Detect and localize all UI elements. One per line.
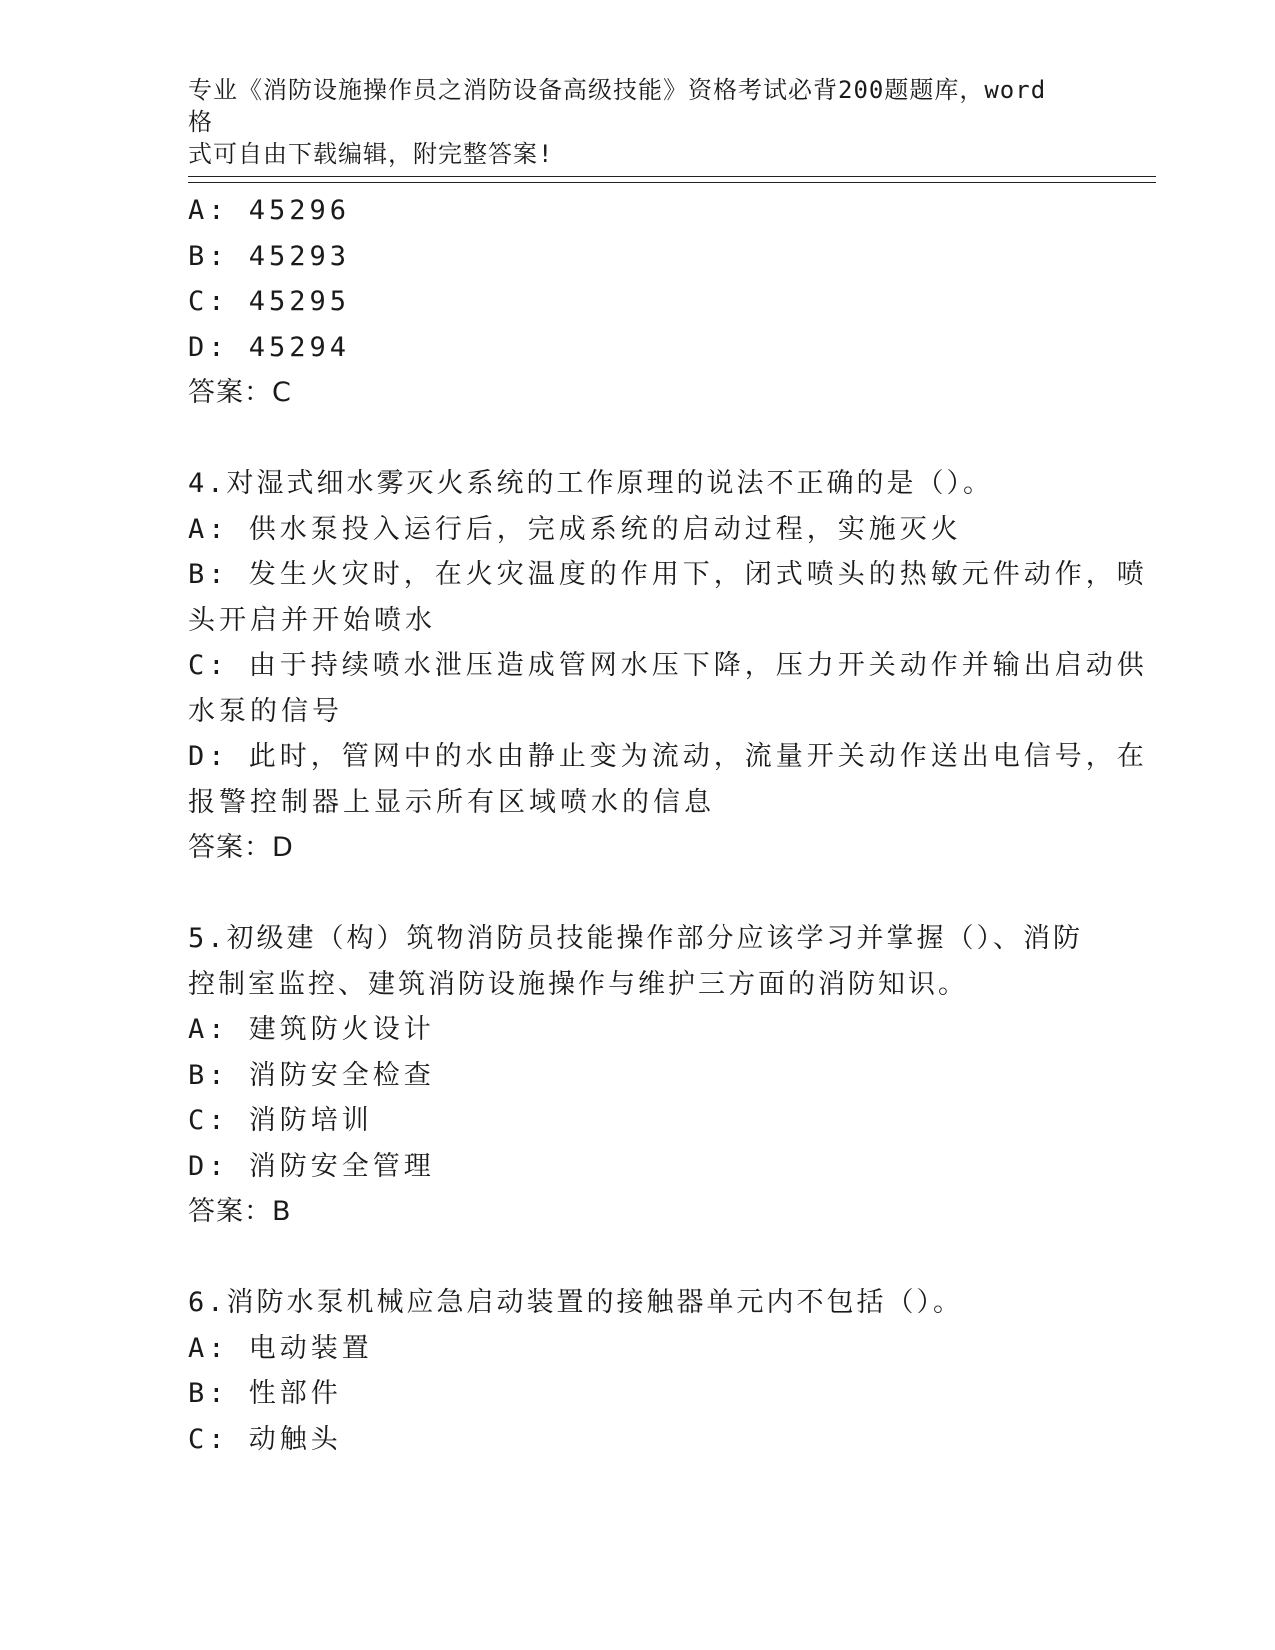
option-a: A: 45296: [188, 195, 351, 226]
answer: 答案：D: [188, 832, 294, 863]
option-a: A: 电动装置: [188, 1332, 373, 1364]
question-text: 5.初级建（构）筑物消防员技能操作部分应该学习并掌握（）、消防: [188, 923, 1084, 954]
spacer: [188, 1235, 1088, 1281]
question-text-continued: 控制室监控、建筑消防设施操作与维护三方面的消防知识。: [188, 968, 968, 1000]
spacer: [188, 871, 1088, 917]
option-b: B: 性部件: [188, 1378, 342, 1409]
option-b-continued: 头开启并开始喷水: [188, 604, 436, 636]
option-b: B: 消防安全检查: [188, 1059, 435, 1091]
option-b: B: 发生火灾时，在火灾温度的作用下，闭式喷头的热敏元件动作，喷: [188, 559, 1148, 590]
question-list: [188, 188, 1148, 1462]
question-3: [188, 188, 1088, 416]
answer: 答案：B: [188, 1196, 292, 1227]
option-c: C: 45295: [188, 286, 351, 317]
question-text: 6.消防水泵机械应急启动装置的接触器单元内不包括（）。: [188, 1287, 964, 1318]
option-d: D: 消防安全管理: [188, 1150, 435, 1182]
header-divider-bottom: [188, 182, 1156, 183]
option-d: D: 此时，管网中的水由静止变为流动，流量开关动作送出电信号，在: [188, 741, 1148, 772]
header-line-1: 专业《消防设施操作员之消防设备高级技能》资格考试必背200题题库，word格: [188, 76, 1047, 136]
option-c: C: 动触头: [188, 1423, 342, 1455]
header-line-2: 式可自由下载编辑，附完整答案!: [188, 140, 554, 168]
option-d-continued: 报警控制器上显示所有区域喷水的信息: [188, 786, 715, 818]
option-c: C: 由于持续喷水泄压造成管网水压下降，压力开关动作并输出启动供: [188, 650, 1148, 681]
question-6: [188, 1280, 1088, 1462]
option-d: D: 45294: [188, 331, 351, 363]
option-b: B: 45293: [188, 240, 351, 272]
header-divider-top: [188, 176, 1156, 177]
option-a: A: 建筑防火设计: [188, 1014, 435, 1045]
answer: 答案：C: [188, 377, 292, 408]
option-c-continued: 水泵的信号: [188, 695, 343, 727]
question-4: [188, 461, 1148, 871]
question-text: 4.对湿式细水雾灭火系统的工作原理的说法不正确的是（）。: [188, 468, 994, 499]
option-a: A: 供水泵投入运行后，完成系统的启动过程，实施灭火: [188, 513, 962, 545]
document-header: [188, 74, 1068, 170]
question-5: [188, 916, 1088, 1235]
option-c: C: 消防培训: [188, 1105, 373, 1136]
spacer: [188, 416, 1088, 462]
